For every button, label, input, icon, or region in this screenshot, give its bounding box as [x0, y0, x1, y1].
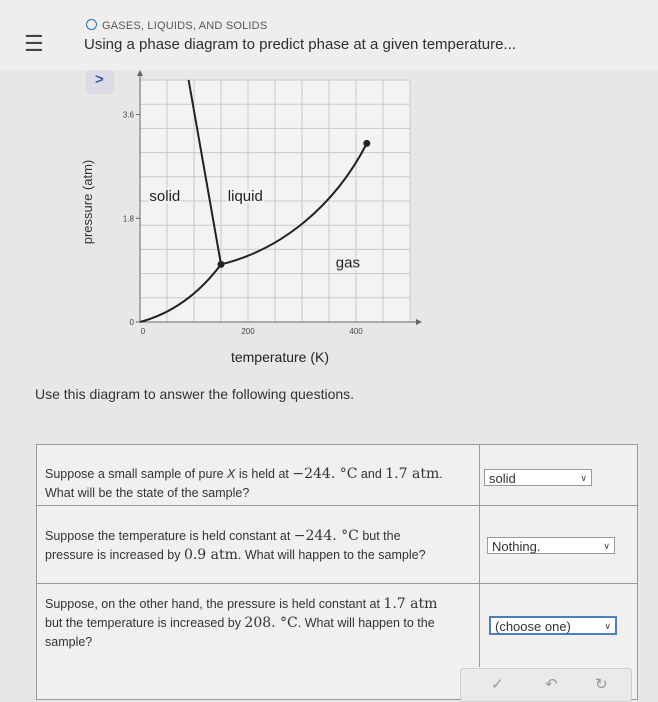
triple-point — [218, 261, 225, 268]
question-1-text: Suppose a small sample of pure X is held at −244. °C and 1.7 atm. What will be the state of the sample? — [45, 466, 443, 500]
question-2-text: Suppose the temperature is held constant at −244. °C but the pressure is increased by 0.9 atm. What will happen to the sample? — [45, 528, 426, 563]
region-label-liquid: liquid — [227, 188, 263, 205]
y-axis-arrow — [137, 70, 143, 76]
question-3-text: Suppose, on the other hand, the pressure is held constant at 1.7 atm but the temperature is increased by 208. °C. What will happen to the sample? — [45, 596, 438, 649]
chevron-down-icon: ∨ — [603, 541, 610, 551]
answer-3-select[interactable]: (choose one) ∨ — [489, 616, 617, 635]
category-label: GASES, LIQUIDS, AND SOLIDS — [86, 19, 267, 32]
questions-table — [36, 444, 638, 700]
critical-point — [363, 140, 370, 147]
x-axis-arrow — [416, 319, 422, 325]
check-icon[interactable]: ✓ — [491, 676, 504, 693]
y-tick-label: 3.6 — [122, 110, 134, 120]
hamburger-menu-icon[interactable]: ☰ — [24, 31, 44, 56]
x-tick-label: 0 — [140, 327, 146, 336]
y-axis-label: pressure (atm) — [80, 159, 95, 245]
answer-1-select[interactable]: solid ∨ — [484, 469, 592, 486]
x-tick-label: 400 — [349, 327, 363, 336]
question-row-1 — [37, 445, 637, 506]
undo-icon[interactable]: ↶ — [545, 676, 558, 693]
action-bar — [460, 668, 632, 702]
x-tick-label: 200 — [241, 327, 255, 336]
region-label-gas: gas — [335, 254, 360, 272]
chevron-down-icon: ∨ — [580, 473, 587, 483]
answer-2-select[interactable]: Nothing. ∨ — [487, 537, 615, 554]
refresh-icon[interactable]: ↻ — [595, 676, 608, 693]
y-tick-label: 1.8 — [122, 214, 134, 224]
region-label-solid: solid — [149, 188, 181, 205]
question-row-2 — [37, 505, 637, 584]
instructions-text: Use this diagram to answer the following questions. — [35, 386, 355, 402]
page-title: Using a phase diagram to predict phase at a given temperature... — [84, 36, 516, 53]
topic-circle-icon — [86, 19, 97, 30]
chevron-right-icon: > — [95, 71, 104, 88]
chevron-down-icon: ∨ — [604, 621, 611, 631]
question-row-3 — [37, 583, 637, 667]
y-tick-label: 0 — [129, 318, 134, 327]
phase-diagram-chart — [0, 60, 658, 380]
x-axis-label: temperature (K) — [230, 349, 330, 365]
